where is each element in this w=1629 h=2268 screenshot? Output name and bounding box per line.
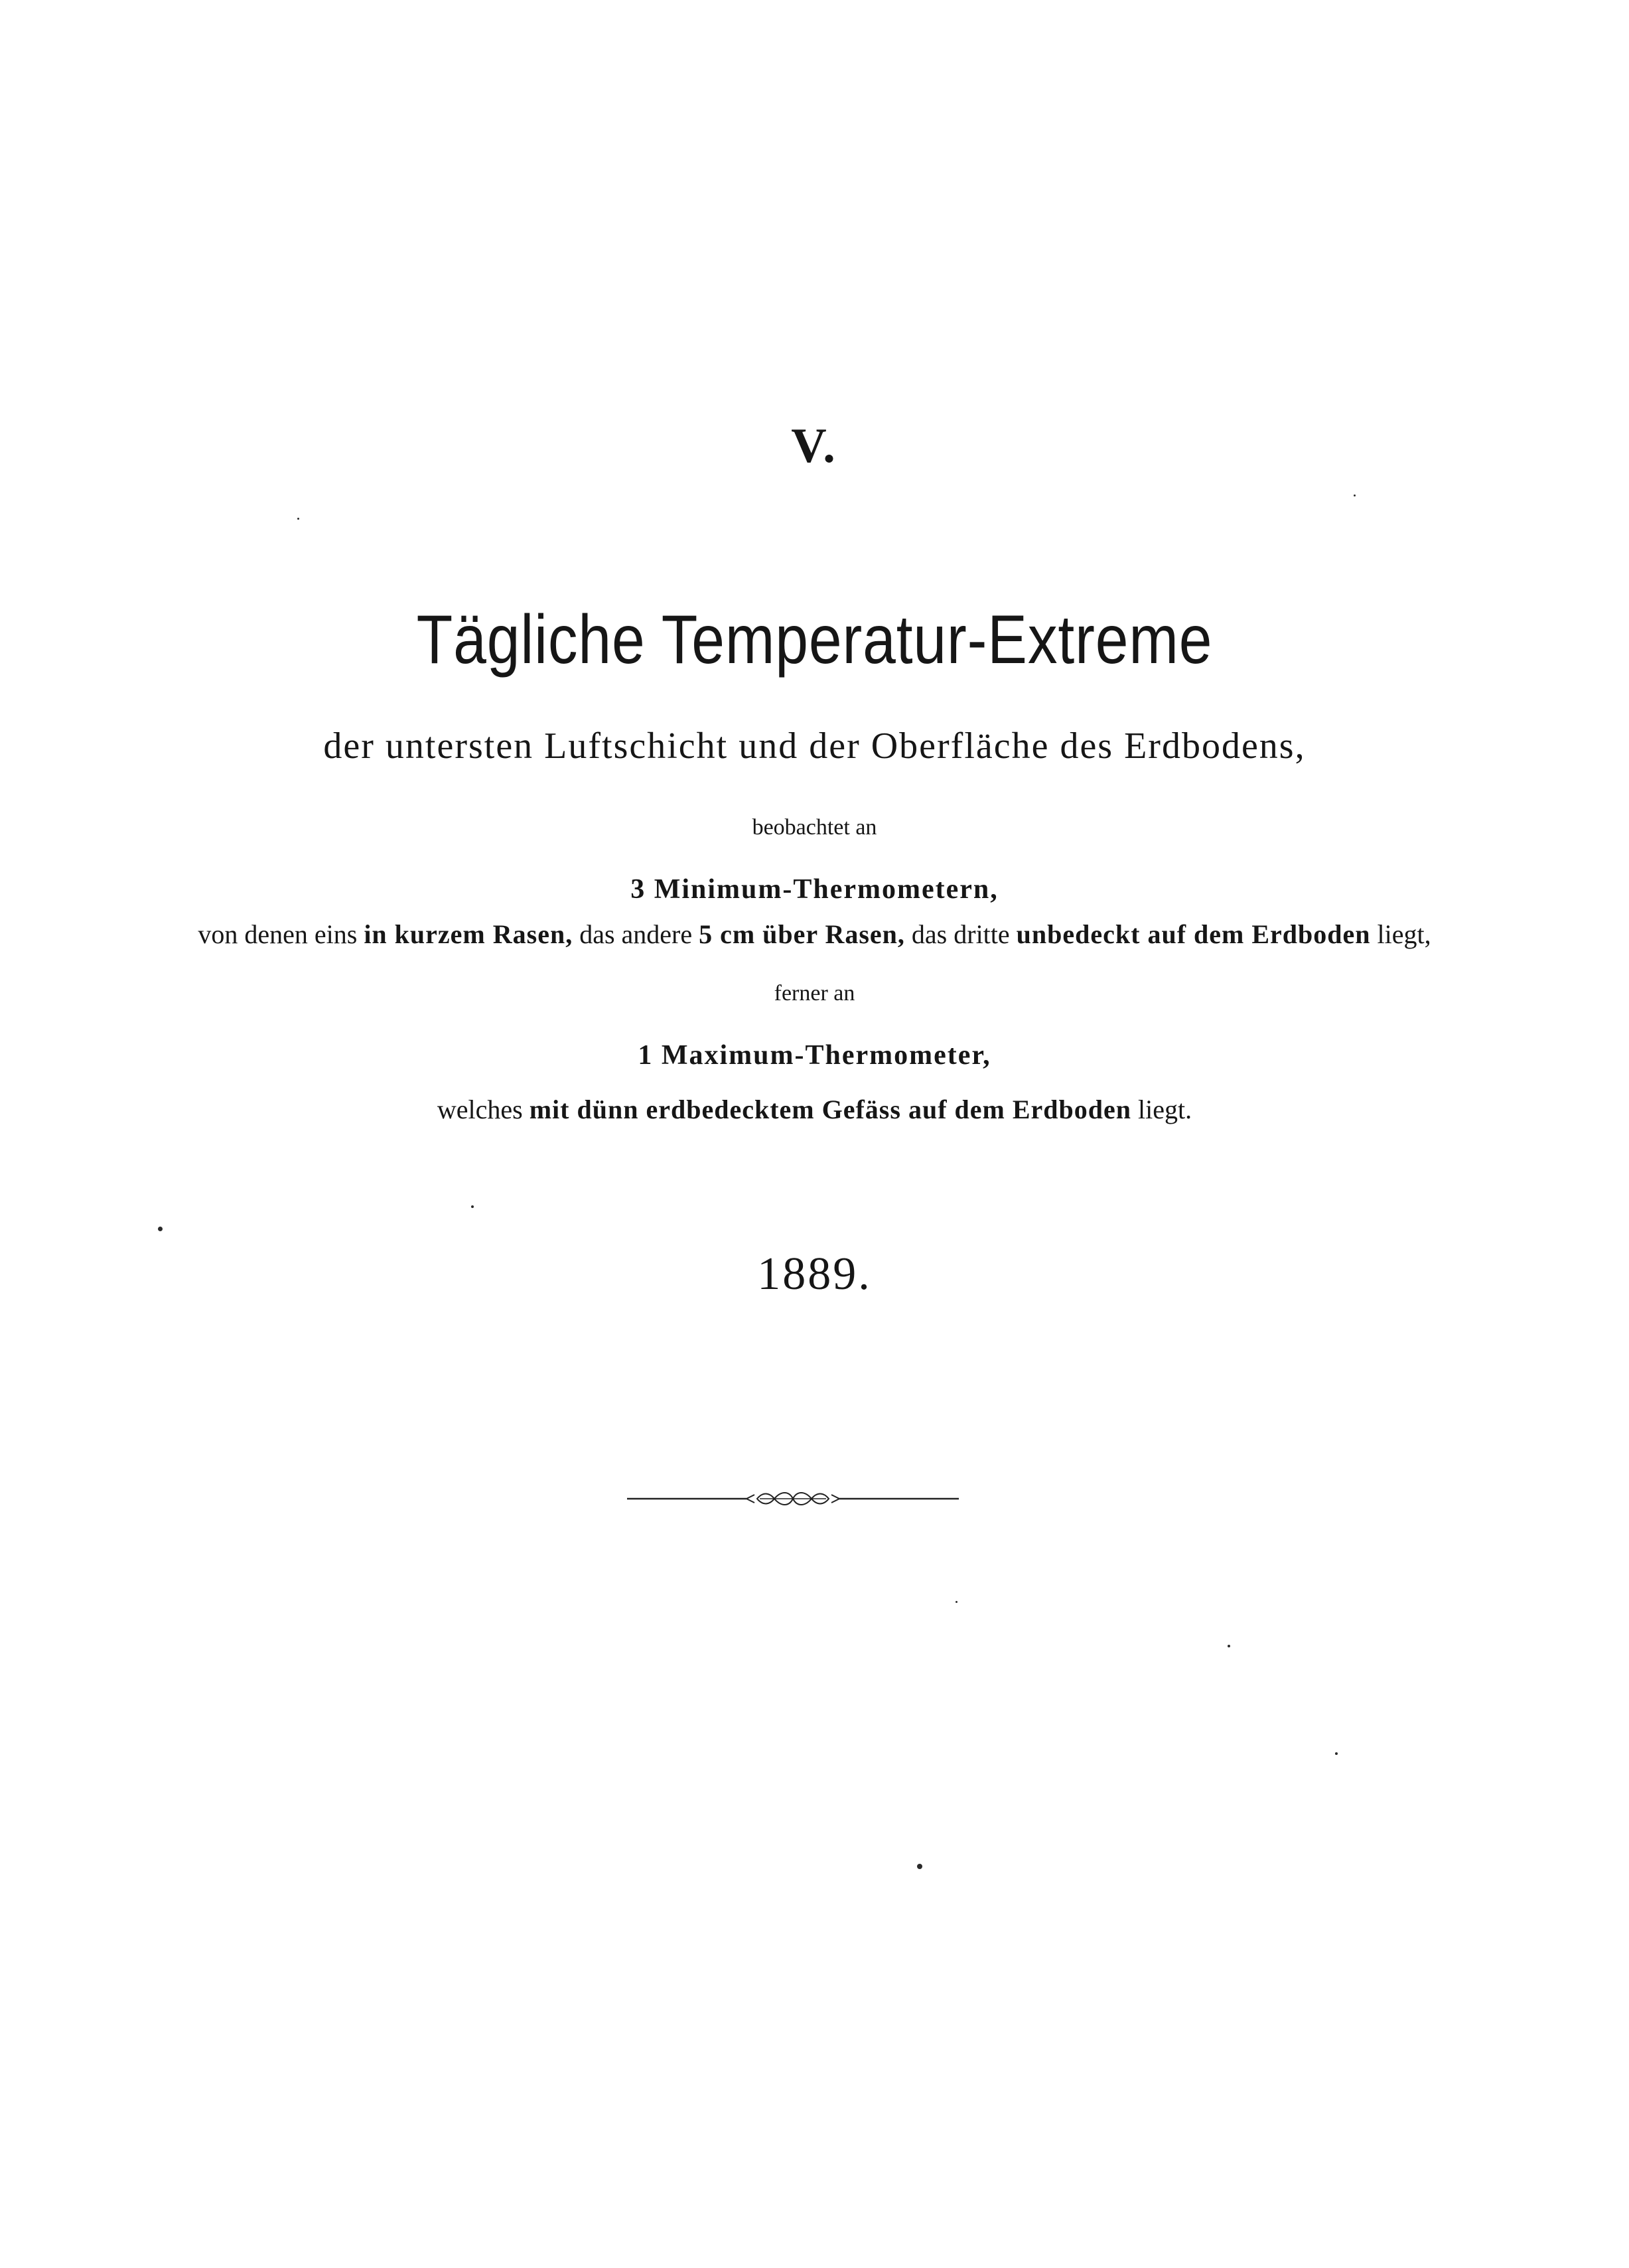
scan-speck	[1335, 1752, 1338, 1755]
desc-emphasis: in kurzem Rasen,	[364, 919, 573, 949]
maximum-thermometer-heading: 1 Maximum-Thermometer,	[638, 1040, 991, 1071]
desc-text: liegt.	[1131, 1095, 1192, 1124]
desc-emphasis: unbedeckt auf dem Erdboden	[1016, 919, 1371, 949]
scan-speck	[1228, 1645, 1230, 1647]
section-numeral: V.	[791, 419, 838, 473]
year: 1889.	[757, 1248, 872, 1300]
desc-text: von denen eins	[198, 919, 364, 949]
maximum-thermometer-description	[0, 1094, 1629, 1125]
scan-speck	[956, 1601, 957, 1603]
desc-text: liegt,	[1370, 919, 1431, 949]
desc-text: welches	[437, 1095, 530, 1124]
scan-speck	[917, 1864, 922, 1869]
minimum-thermometers-heading: 3 Minimum-Thermometern,	[630, 874, 999, 905]
subtitle: der untersten Luftschicht und der Oberfläche des Erdbodens,	[323, 725, 1306, 767]
desc-text: das andere	[573, 919, 699, 949]
scan-speck	[297, 518, 299, 520]
desc-emphasis: mit dünn erdbedecktem Gefäss auf dem Erdboden	[529, 1095, 1131, 1124]
scan-speck	[471, 1205, 474, 1208]
scan-speck	[1354, 494, 1356, 496]
observed-at-label: beobachtet an	[752, 815, 877, 840]
desc-emphasis: 5 cm über Rasen,	[699, 919, 905, 949]
scan-speck	[158, 1227, 163, 1231]
minimum-thermometers-description	[0, 919, 1629, 950]
page-title: Tägliche Temperatur-Extreme	[416, 601, 1213, 678]
desc-text: das dritte	[904, 919, 1017, 949]
further-at-label: ferner an	[774, 981, 855, 1006]
ornament-divider	[627, 1485, 959, 1512]
